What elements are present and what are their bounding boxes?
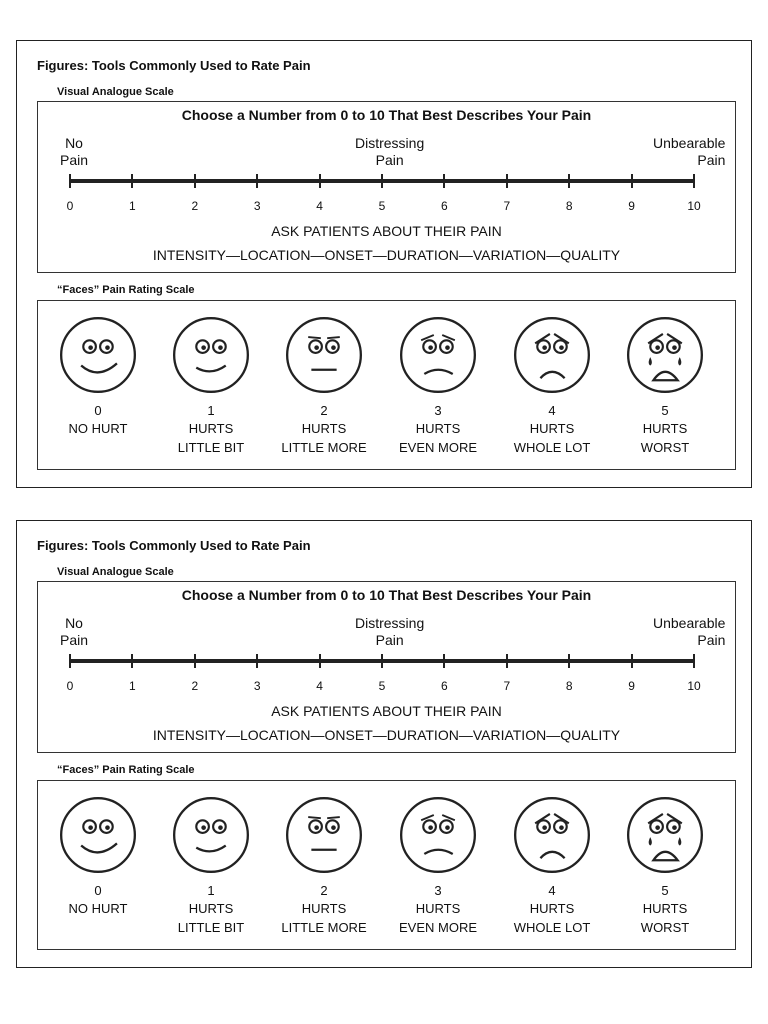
ask-patients-text: ASK PATIENTS ABOUT THEIR PAIN xyxy=(271,703,502,719)
visual-analogue-scale-box xyxy=(37,101,736,273)
face-label-line1: HURTS xyxy=(301,421,347,436)
scale-number: 5 xyxy=(378,199,386,213)
neutral-face-icon xyxy=(269,315,379,395)
anchor-unbearable-line2: Pain xyxy=(697,632,726,648)
scale-tick xyxy=(506,654,508,668)
pain-assessment-sequence: INTENSITY—LOCATION—ONSET—DURATION—VARIATION—QUALITY xyxy=(152,247,621,263)
face-item xyxy=(156,315,266,457)
face-label-line2: LITTLE MORE xyxy=(281,920,367,935)
face-label-line1: HURTS xyxy=(529,901,575,916)
face-item xyxy=(383,315,493,457)
face-label-line2: EVEN MORE xyxy=(398,920,477,935)
face-label-line1: HURTS xyxy=(415,421,461,436)
crying-face-icon xyxy=(610,315,720,395)
ask-patients-text: ASK PATIENTS ABOUT THEIR PAIN xyxy=(271,223,502,239)
face-label-line2: WORST xyxy=(640,440,690,455)
face-rating-number: 5 xyxy=(661,403,669,418)
slight-smile-face-icon xyxy=(156,315,266,395)
scale-tick xyxy=(69,174,71,188)
face-item xyxy=(43,795,153,918)
face-rating-number: 1 xyxy=(207,403,215,418)
smiling-face-icon xyxy=(43,315,153,395)
frowning-face-icon xyxy=(383,795,493,875)
scale-tick xyxy=(319,654,321,668)
anchor-no-pain-line1: No xyxy=(65,135,83,151)
anchor-distressing-pain xyxy=(355,615,424,649)
face-label-line1: HURTS xyxy=(301,901,347,916)
scale-tick xyxy=(631,174,633,188)
face-rating-number: 2 xyxy=(320,403,328,418)
face-label-line1: NO HURT xyxy=(68,421,128,436)
scale-number: 0 xyxy=(66,679,74,693)
scale-tick xyxy=(568,654,570,668)
face-label-line1: HURTS xyxy=(415,901,461,916)
scale-number: 4 xyxy=(316,199,323,213)
face-item xyxy=(610,315,720,457)
face-rating-number: 1 xyxy=(207,883,215,898)
face-rating-number: 2 xyxy=(320,883,328,898)
scale-number: 8 xyxy=(565,679,573,693)
face-label-line1: HURTS xyxy=(188,901,234,916)
face-item xyxy=(497,315,607,457)
anchor-distressing-line1: Distressing xyxy=(355,615,425,631)
anchor-distressing-line1: Distressing xyxy=(355,135,425,151)
visual-analogue-scale-box xyxy=(37,581,736,753)
scale-number: 6 xyxy=(441,199,448,213)
scale-tick xyxy=(443,174,445,188)
neutral-face-icon xyxy=(269,795,379,875)
scale-number: 5 xyxy=(378,679,386,693)
faces-section-label: “Faces” Pain Rating Scale xyxy=(57,764,195,776)
vas-section-label: Visual Analogue Scale xyxy=(57,566,174,578)
face-label-line1: HURTS xyxy=(188,421,234,436)
scale-number: 9 xyxy=(628,679,635,693)
scale-number: 2 xyxy=(191,199,199,213)
face-item xyxy=(269,315,379,457)
face-rating-number: 3 xyxy=(434,403,442,418)
face-item xyxy=(610,795,720,937)
scale-number: 6 xyxy=(441,679,448,693)
scale-tick xyxy=(256,174,258,188)
scale-tick xyxy=(693,654,695,668)
scale-tick xyxy=(693,174,695,188)
scale-number: 7 xyxy=(503,679,511,693)
crying-face-icon xyxy=(610,795,720,875)
scale-number: 1 xyxy=(129,679,136,693)
vas-header: Choose a Number from 0 to 10 That Best Describes Your Pain xyxy=(181,587,592,603)
faces-section-label: “Faces” Pain Rating Scale xyxy=(57,284,195,296)
figure-title: Figures: Tools Commonly Used to Rate Pain xyxy=(37,58,311,73)
anchor-distressing-line2: Pain xyxy=(375,632,404,648)
face-label-line2: WHOLE LOT xyxy=(513,440,591,455)
face-rating-number: 4 xyxy=(548,883,556,898)
anchor-unbearable-line2: Pain xyxy=(697,152,726,168)
slight-smile-face-icon xyxy=(156,795,266,875)
anchor-no-pain-line2: Pain xyxy=(60,632,89,648)
scale-number: 9 xyxy=(628,199,635,213)
sad-face-icon xyxy=(497,795,607,875)
scale-tick xyxy=(131,174,133,188)
anchor-no-pain-line1: No xyxy=(65,615,83,631)
anchor-unbearable-line1: Unbearable xyxy=(653,615,726,631)
smiling-face-icon xyxy=(43,795,153,875)
face-rating-number: 0 xyxy=(94,403,102,418)
anchor-unbearable-pain xyxy=(653,135,725,169)
face-label-line1: HURTS xyxy=(642,901,688,916)
pain-scale-card-2 xyxy=(16,520,752,968)
pain-assessment-sequence: INTENSITY—LOCATION—ONSET—DURATION—VARIATION—QUALITY xyxy=(152,727,621,743)
scale-number: 2 xyxy=(191,679,199,693)
scale-tick xyxy=(568,174,570,188)
pain-scale-card-1 xyxy=(16,40,752,488)
scale-tick xyxy=(631,654,633,668)
anchor-no-pain xyxy=(60,615,88,649)
face-item xyxy=(156,795,266,937)
faces-scale-box xyxy=(37,780,736,950)
face-rating-number: 5 xyxy=(661,883,669,898)
scale-number: 10 xyxy=(687,199,701,213)
vas-section-label: Visual Analogue Scale xyxy=(57,86,174,98)
scale-number: 7 xyxy=(503,199,511,213)
scale-tick xyxy=(443,654,445,668)
face-label-line1: NO HURT xyxy=(68,901,128,916)
face-rating-number: 0 xyxy=(94,883,102,898)
face-rating-number: 3 xyxy=(434,883,442,898)
faces-scale-box xyxy=(37,300,736,470)
scale-tick xyxy=(506,174,508,188)
scale-tick xyxy=(381,654,383,668)
scale-tick xyxy=(194,654,196,668)
scale-tick xyxy=(256,654,258,668)
scale-number: 1 xyxy=(129,199,136,213)
anchor-distressing-line2: Pain xyxy=(375,152,404,168)
face-rating-number: 4 xyxy=(548,403,556,418)
face-label-line1: HURTS xyxy=(529,421,575,436)
vas-header: Choose a Number from 0 to 10 That Best Describes Your Pain xyxy=(181,107,592,123)
scale-tick xyxy=(381,174,383,188)
face-label-line2: LITTLE BIT xyxy=(177,440,245,455)
face-label-line2: EVEN MORE xyxy=(398,440,477,455)
frowning-face-icon xyxy=(383,315,493,395)
face-label-line1: HURTS xyxy=(642,421,688,436)
scale-tick xyxy=(69,654,71,668)
scale-number: 3 xyxy=(253,199,261,213)
anchor-unbearable-line1: Unbearable xyxy=(653,135,726,151)
figure-title: Figures: Tools Commonly Used to Rate Pain xyxy=(37,538,311,553)
face-label-line2: WHOLE LOT xyxy=(513,920,591,935)
face-label-line2: WORST xyxy=(640,920,690,935)
anchor-distressing-pain xyxy=(355,135,424,169)
face-item xyxy=(497,795,607,937)
scale-number: 8 xyxy=(565,199,573,213)
scale-tick xyxy=(131,654,133,668)
face-item xyxy=(269,795,379,937)
scale-number: 0 xyxy=(66,199,74,213)
scale-tick xyxy=(319,174,321,188)
face-label-line2: LITTLE BIT xyxy=(177,920,245,935)
anchor-unbearable-pain xyxy=(653,615,725,649)
scale-number: 3 xyxy=(253,679,261,693)
face-label-line2: LITTLE MORE xyxy=(281,440,367,455)
scale-number: 10 xyxy=(687,679,701,693)
scale-number: 4 xyxy=(316,679,323,693)
face-item xyxy=(383,795,493,937)
anchor-no-pain-line2: Pain xyxy=(60,152,89,168)
sad-face-icon xyxy=(497,315,607,395)
face-item xyxy=(43,315,153,438)
scale-tick xyxy=(194,174,196,188)
anchor-no-pain xyxy=(60,135,88,169)
